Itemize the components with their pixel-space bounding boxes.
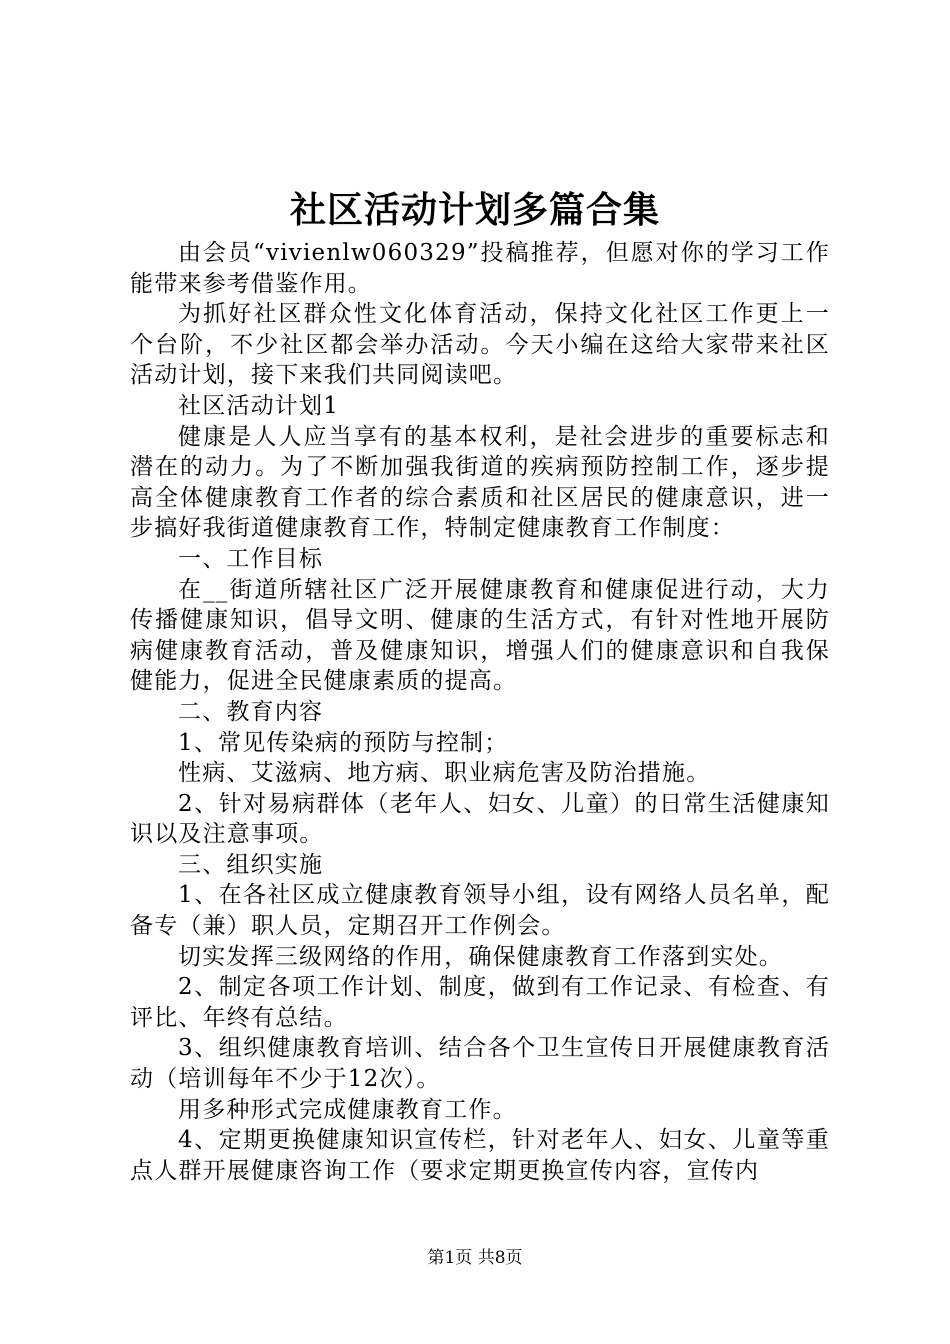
paragraph: 为抓好社区群众性文化体育活动，保持文化社区工作更上一个台阶，不少社区都会举办活动。今天小编在这给大家带来社区活动计划，接下来我们共同阅读吧。 <box>130 301 830 389</box>
page-footer: 第1页 共8页 <box>427 1248 523 1268</box>
paragraph: 性病、艾滋病、地方病、职业病危害及防治措施。 <box>178 760 711 787</box>
paragraph: 1、在各社区成立健康教育领导小组，设有网络人员名单，配备专（兼）职人员，定期召开工作例会。 <box>130 882 830 940</box>
section-heading: 二、教育内容 <box>178 698 324 725</box>
paragraph: 2、制定各项工作计划、制度，做到有工作记录、有检查、有评比、年终有总结。 <box>130 974 830 1031</box>
paragraph: 3、组织健康教育培训、结合各个卫生宣传日开展健康教育活动（培训每年不少于12次）。 <box>130 1035 830 1093</box>
paragraph: 1、常见传染病的预防与控制； <box>178 729 509 756</box>
paragraph: 健康是人人应当享有的基本权利，是社会进步的重要标志和潜在的动力。为了不断加强我街道的疾病预防控制工作，逐步提高全体健康教育工作者的综合素质和社区居民的健康意识，进一步搞好我街道健康教育工作，特制定健康教育工作制度： <box>130 423 830 542</box>
paragraph: 切实发挥三级网络的作用，确保健康教育工作落到实处。 <box>178 943 783 970</box>
section-heading: 社区活动计划1 <box>178 392 340 419</box>
section-heading: 三、组织实施 <box>178 851 324 878</box>
paragraph: 2、针对易病群体（老年人、妇女、儿童）的日常生活健康知识以及注意事项。 <box>130 790 830 848</box>
paragraph: 用多种形式完成健康教育工作。 <box>178 1096 517 1123</box>
paragraph: 在__街道所辖社区广泛开展健康教育和健康促进行动，大力传播健康知识，倡导文明、健康的生活方式，有针对性地开展防病健康教育活动，普及健康知识，增强人们的健康意识和自我保健能力，促进全民健康素质的提高。 <box>130 576 830 695</box>
section-heading: 一、工作目标 <box>178 545 324 572</box>
document-title: 社区活动计划多篇合集 <box>289 189 660 231</box>
document-body <box>130 238 830 1186</box>
paragraph: 4、定期更换健康知识宣传栏，针对老年人、妇女、儿童等重点人群开展健康咨询工作（要求定期更换宣传内容，宣传内 <box>130 1127 830 1184</box>
paragraph: 由会员“vivienlw060329”投稿推荐，但愿对你的学习工作能带来参考借鉴作用。 <box>130 240 830 297</box>
